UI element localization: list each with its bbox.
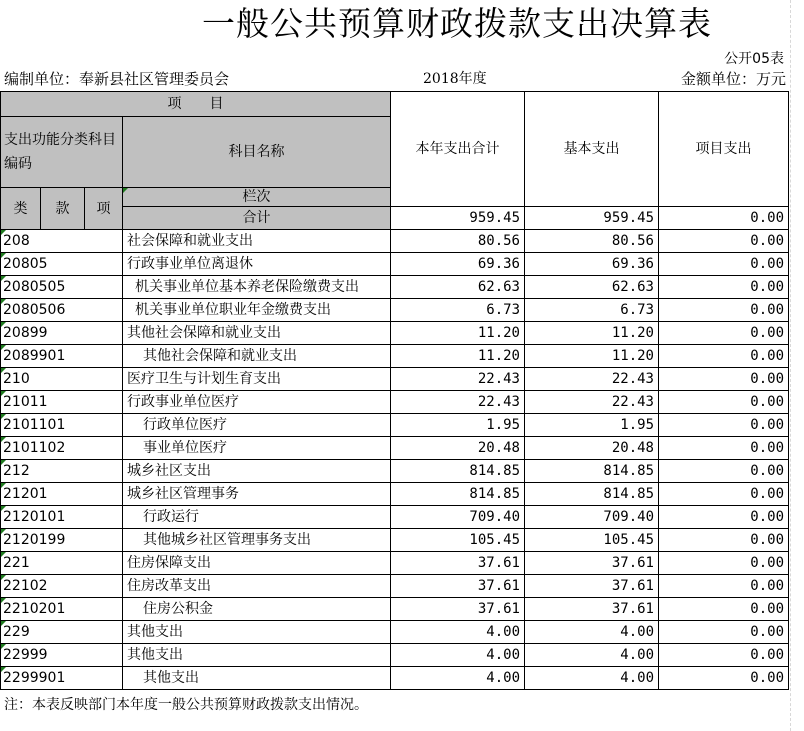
row-name-cell[interactable]: 机关事业单位职业年金缴费支出: [123, 299, 391, 322]
header-code-cell[interactable]: 支出功能分类科目编码: [1, 117, 123, 188]
table-row: [1, 345, 789, 368]
row-basic-cell[interactable]: 709.40: [525, 506, 659, 529]
row-basic-cell[interactable]: 1.95: [525, 414, 659, 437]
total-amount-cell[interactable]: 959.45: [391, 207, 525, 230]
row-name-cell[interactable]: 其他社会保障和就业支出: [123, 345, 391, 368]
row-basic-cell[interactable]: 37.61: [525, 575, 659, 598]
row-basic-cell[interactable]: 4.00: [525, 667, 659, 690]
row-name-cell[interactable]: 行政事业单位离退休: [123, 253, 391, 276]
row-basic-cell[interactable]: 62.63: [525, 276, 659, 299]
header-total-cell[interactable]: 本年支出合计: [391, 92, 525, 207]
row-name-cell[interactable]: 住房公积金: [123, 598, 391, 621]
row-project-cell[interactable]: 0.00: [659, 667, 789, 690]
row-basic-cell[interactable]: 37.61: [525, 598, 659, 621]
row-name-cell[interactable]: 其他社会保障和就业支出: [123, 322, 391, 345]
row-total-cell[interactable]: 814.85: [391, 460, 525, 483]
row-total-cell[interactable]: 814.85: [391, 483, 525, 506]
row-basic-cell[interactable]: 11.20: [525, 345, 659, 368]
row-total-cell[interactable]: 4.00: [391, 644, 525, 667]
row-total-cell[interactable]: 37.61: [391, 552, 525, 575]
header-row-item: [1, 92, 789, 117]
row-basic-cell[interactable]: 11.20: [525, 322, 659, 345]
table-row: [1, 437, 789, 460]
row-project-cell[interactable]: 0.00: [659, 529, 789, 552]
table-row: [1, 368, 789, 391]
row-project-cell[interactable]: 0.00: [659, 552, 789, 575]
row-name-cell[interactable]: 其他支出: [123, 621, 391, 644]
row-project-cell[interactable]: 0.00: [659, 368, 789, 391]
row-name-cell[interactable]: 其他城乡社区管理事务支出: [123, 529, 391, 552]
grid-line: [790, 0, 791, 731]
row-total-cell[interactable]: 1.95: [391, 414, 525, 437]
table-row: [1, 299, 789, 322]
row-total-cell[interactable]: 22.43: [391, 368, 525, 391]
row-project-cell[interactable]: 0.00: [659, 460, 789, 483]
row-basic-cell[interactable]: 6.73: [525, 299, 659, 322]
row-name-cell[interactable]: 行政运行: [123, 506, 391, 529]
row-code-cell[interactable]: 21011: [1, 391, 123, 414]
header-item-cell[interactable]: 项 目: [1, 92, 391, 117]
table-row: [1, 621, 789, 644]
row-name-cell[interactable]: 事业单位医疗: [123, 437, 391, 460]
row-basic-cell[interactable]: 20.48: [525, 437, 659, 460]
table-row: [1, 598, 789, 621]
row-code-cell[interactable]: 208: [1, 230, 123, 253]
row-basic-cell[interactable]: 22.43: [525, 368, 659, 391]
header-xiang-cell[interactable]: 项: [85, 188, 123, 230]
row-total-cell[interactable]: 4.00: [391, 621, 525, 644]
row-total-cell[interactable]: 22.43: [391, 391, 525, 414]
row-project-cell[interactable]: 0.00: [659, 391, 789, 414]
table-row: [1, 644, 789, 667]
footnote: 注：本表反映部门本年度一般公共预算财政拨款支出情况。: [4, 697, 368, 713]
header-project-cell[interactable]: 项目支出: [659, 92, 789, 207]
row-name-cell[interactable]: 医疗卫生与计划生育支出: [123, 368, 391, 391]
header-lei-cell[interactable]: 类: [1, 188, 41, 230]
row-basic-cell[interactable]: 4.00: [525, 621, 659, 644]
row-code-cell[interactable]: 22102: [1, 575, 123, 598]
row-basic-cell[interactable]: 69.36: [525, 253, 659, 276]
total-label-cell[interactable]: 合计: [123, 207, 391, 230]
row-project-cell[interactable]: 0.00: [659, 345, 789, 368]
table-row: [1, 276, 789, 299]
table-row: [1, 667, 789, 690]
row-total-cell[interactable]: 80.56: [391, 230, 525, 253]
table-row: [1, 253, 789, 276]
row-basic-cell[interactable]: 814.85: [525, 460, 659, 483]
row-code-cell[interactable]: 21201: [1, 483, 123, 506]
total-project-cell[interactable]: 0.00: [659, 207, 789, 230]
row-project-cell[interactable]: 0.00: [659, 230, 789, 253]
row-code-cell[interactable]: 2080505: [1, 276, 123, 299]
row-name-cell[interactable]: 行政单位医疗: [123, 414, 391, 437]
page-title: 一般公共预算财政拨款支出决算表: [202, 4, 712, 43]
row-project-cell[interactable]: 0.00: [659, 414, 789, 437]
row-project-cell[interactable]: 0.00: [659, 437, 789, 460]
row-total-cell[interactable]: 62.63: [391, 276, 525, 299]
row-project-cell[interactable]: 0.00: [659, 644, 789, 667]
row-project-cell[interactable]: 0.00: [659, 483, 789, 506]
table-row: [1, 414, 789, 437]
row-project-cell[interactable]: 0.00: [659, 276, 789, 299]
row-project-cell[interactable]: 0.00: [659, 322, 789, 345]
row-name-cell[interactable]: 城乡社区支出: [123, 460, 391, 483]
row-total-cell[interactable]: 20.48: [391, 437, 525, 460]
table-row: [1, 460, 789, 483]
row-name-cell[interactable]: 住房改革支出: [123, 575, 391, 598]
row-basic-cell[interactable]: 105.45: [525, 529, 659, 552]
row-code-cell[interactable]: 2101101: [1, 414, 123, 437]
fiscal-year: 2018年度: [423, 71, 487, 87]
table-row: [1, 529, 789, 552]
table-row: [1, 322, 789, 345]
row-total-cell[interactable]: 11.20: [391, 345, 525, 368]
row-name-cell[interactable]: 行政事业单位医疗: [123, 391, 391, 414]
row-name-cell[interactable]: 社会保障和就业支出: [123, 230, 391, 253]
table-row: [1, 575, 789, 598]
table-row: [1, 230, 789, 253]
table-row: [1, 483, 789, 506]
row-total-cell[interactable]: 37.61: [391, 598, 525, 621]
row-code-cell[interactable]: 2101102: [1, 437, 123, 460]
row-code-cell[interactable]: 212: [1, 460, 123, 483]
header-kuan-cell[interactable]: 款: [41, 188, 85, 230]
table-row: [1, 552, 789, 575]
row-total-cell[interactable]: 105.45: [391, 529, 525, 552]
row-name-cell[interactable]: 其他支出: [123, 667, 391, 690]
currency-unit: 金额单位：万元: [680, 70, 786, 88]
row-code-cell[interactable]: 2210201: [1, 598, 123, 621]
header-name-cell[interactable]: 科目名称: [123, 117, 391, 188]
row-name-cell[interactable]: 机关事业单位基本养老保险缴费支出: [123, 276, 391, 299]
row-total-cell[interactable]: 11.20: [391, 322, 525, 345]
expenditure-table: [0, 91, 789, 690]
row-total-cell[interactable]: 37.61: [391, 575, 525, 598]
row-code-cell[interactable]: 2120199: [1, 529, 123, 552]
row-basic-cell[interactable]: 37.61: [525, 552, 659, 575]
row-basic-cell[interactable]: 22.43: [525, 391, 659, 414]
header-basic-cell[interactable]: 基本支出: [525, 92, 659, 207]
row-code-cell[interactable]: 210: [1, 368, 123, 391]
compiling-unit: 编制单位：奉新县社区管理委员会: [4, 70, 230, 88]
row-code-cell[interactable]: 2089901: [1, 345, 123, 368]
row-total-cell[interactable]: 69.36: [391, 253, 525, 276]
table-row: [1, 506, 789, 529]
row-project-cell[interactable]: 0.00: [659, 575, 789, 598]
row-basic-cell[interactable]: 814.85: [525, 483, 659, 506]
form-number: 公开05表: [724, 51, 784, 67]
row-project-cell[interactable]: 0.00: [659, 621, 789, 644]
row-total-cell[interactable]: 6.73: [391, 299, 525, 322]
row-code-cell[interactable]: 229: [1, 621, 123, 644]
row-name-cell[interactable]: 其他支出: [123, 644, 391, 667]
row-basic-cell[interactable]: 4.00: [525, 644, 659, 667]
row-project-cell[interactable]: 0.00: [659, 299, 789, 322]
total-basic-cell[interactable]: 959.45: [525, 207, 659, 230]
row-project-cell[interactable]: 0.00: [659, 598, 789, 621]
row-code-cell[interactable]: 2120101: [1, 506, 123, 529]
row-code-cell[interactable]: 22999: [1, 644, 123, 667]
header-index-label-cell[interactable]: 栏次: [123, 188, 391, 207]
row-total-cell[interactable]: 709.40: [391, 506, 525, 529]
row-project-cell[interactable]: 0.00: [659, 506, 789, 529]
row-name-cell[interactable]: 住房保障支出: [123, 552, 391, 575]
row-project-cell[interactable]: 0.00: [659, 253, 789, 276]
table-row: [1, 391, 789, 414]
row-code-cell[interactable]: 2299901: [1, 667, 123, 690]
row-code-cell[interactable]: 20805: [1, 253, 123, 276]
row-basic-cell[interactable]: 80.56: [525, 230, 659, 253]
row-code-cell[interactable]: 2080506: [1, 299, 123, 322]
row-code-cell[interactable]: 221: [1, 552, 123, 575]
row-name-cell[interactable]: 城乡社区管理事务: [123, 483, 391, 506]
row-total-cell[interactable]: 4.00: [391, 667, 525, 690]
row-code-cell[interactable]: 20899: [1, 322, 123, 345]
